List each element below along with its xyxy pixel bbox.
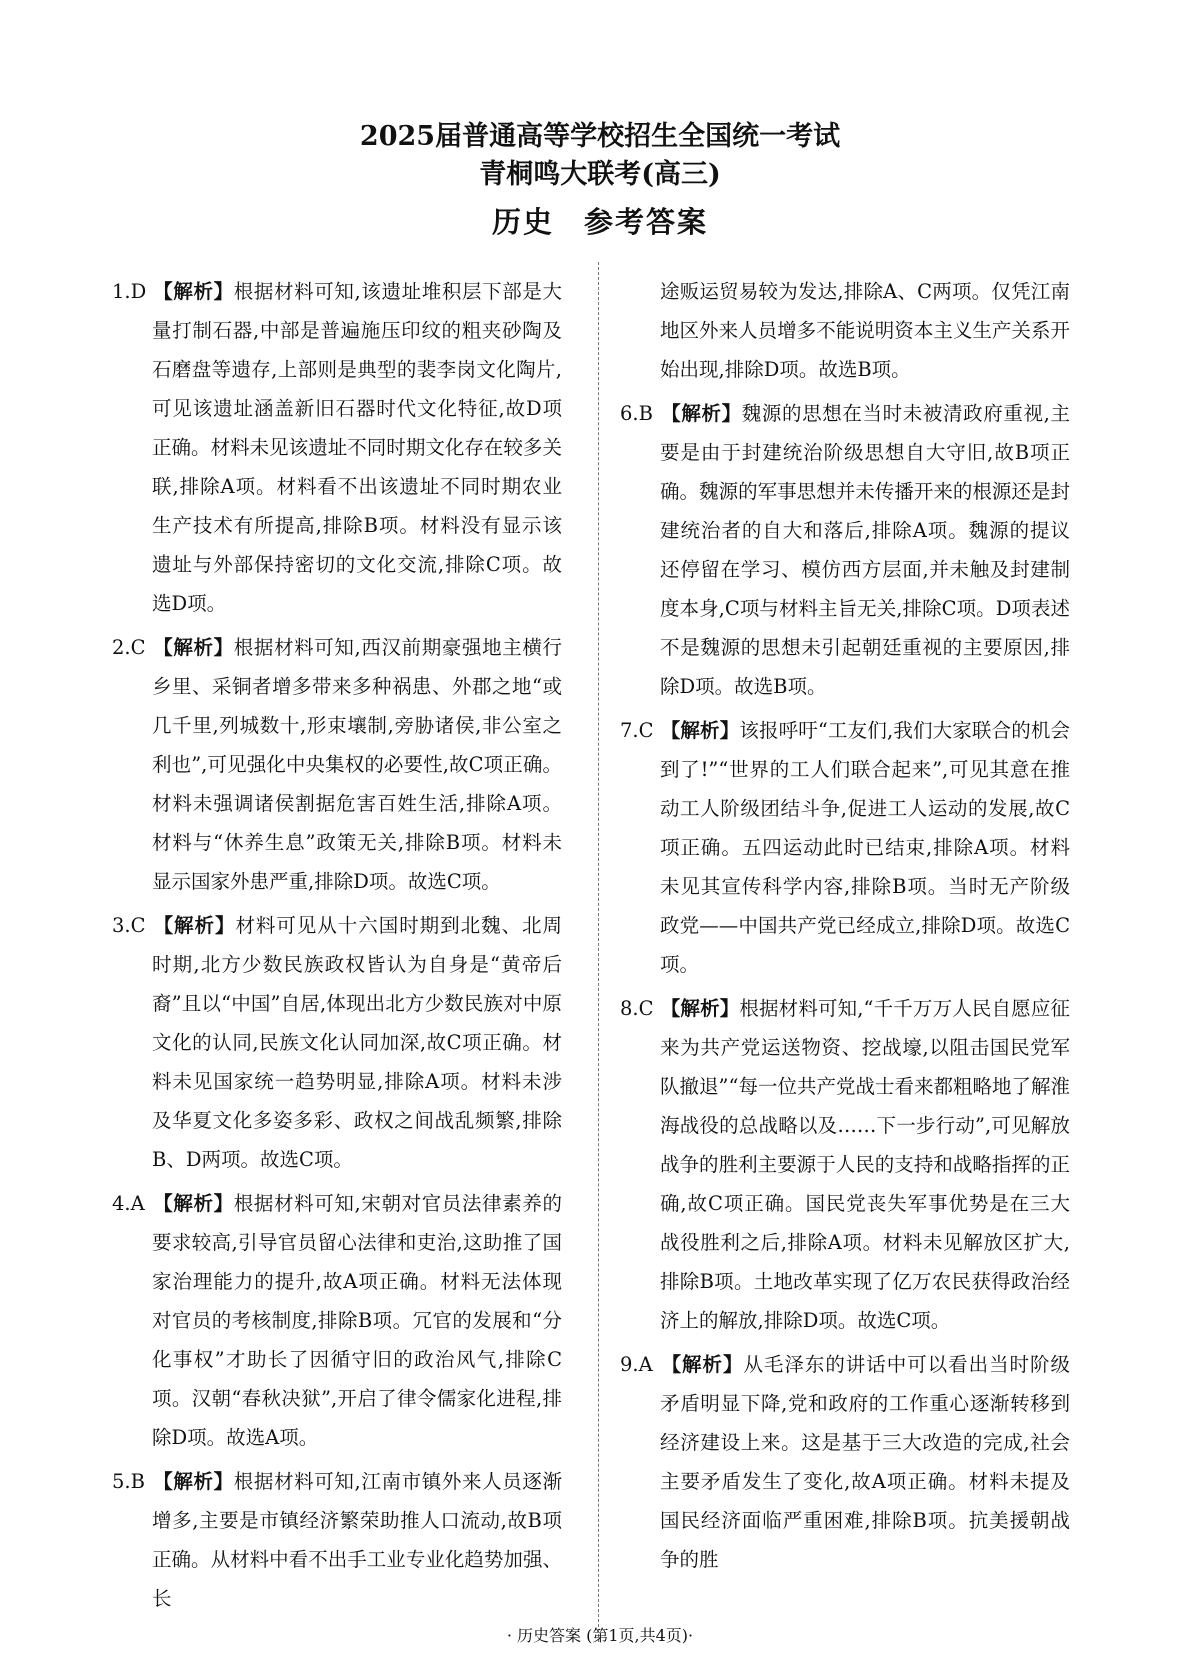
question-number: 6. <box>620 402 639 425</box>
answer-item-7 <box>620 711 1070 984</box>
analysis-tag: 【解析】 <box>152 1470 234 1493</box>
answer-item-3 <box>112 906 562 1179</box>
analysis-tag: 【解析】 <box>660 1353 744 1376</box>
answer-letter: C <box>130 636 146 659</box>
analysis-text: 从毛泽东的讲话中可以看出当时阶级矛盾明显下降,党和政府的工作重心逐渐转移到经济建设上来。这是基于三大改造的完成,社会主要矛盾发生了变化,故A项正确。材料未提及国民经济面临严重困难,排除B项。抗美援朝战争的胜 <box>660 1353 1070 1571</box>
question-number: 1. <box>112 280 131 303</box>
answer-letter: B <box>638 402 653 425</box>
question-number: 7. <box>620 719 639 742</box>
answer-item-9 <box>620 1345 1070 1579</box>
answer-letter: A <box>638 1353 653 1376</box>
analysis-text: 根据材料可知,“千千万万人民自愿应征来为共产党运送物资、挖战壕,以阻击国民党军队撤退”“每一位共产党战士看来都粗略地了解淮海战役的总战略以及……下一步行动”,可见解放战争的胜利主要源于人民的支持和战略指挥的正确,故C项正确。国民党丧失军事优势是在三大战役胜利之后,排除A项。材料未见解放区扩大,排除B项。土地改革实现了亿万农民获得政治经济上的解放,排除D项。故选C项。 <box>660 997 1070 1332</box>
page-footer: · 历史答案 (第1页,共4页)· <box>506 1626 694 1645</box>
question-number: 9. <box>620 1353 639 1376</box>
analysis-tag: 【解析】 <box>660 402 742 425</box>
doc-type: 参考答案 <box>584 205 709 239</box>
answer-item-2 <box>112 628 562 901</box>
question-number: 3. <box>112 914 131 937</box>
answer-item-4 <box>112 1184 562 1457</box>
answer-letter: C <box>130 914 146 937</box>
analysis-tag: 【解析】 <box>660 997 740 1020</box>
analysis-text: 材料可见从十六国时期到北魏、北周时期,北方少数民族政权皆认为自身是“黄帝后裔”且以“中国”自居,体现出北方少数民族对中原文化的认同,民族文化认同加深,故C项正确。材料未见国家统一趋势明显,排除A项。材料未涉及华夏文化多姿多彩、政权之间战乱频繁,排除B、D两项。故选C项。 <box>152 914 562 1171</box>
question-number: 8. <box>620 997 639 1020</box>
subject-heading <box>0 200 1200 244</box>
answer-item-8 <box>620 989 1070 1340</box>
analysis-tag: 【解析】 <box>152 914 236 937</box>
answer-item-5 <box>112 1462 562 1618</box>
answer-letter: C <box>638 719 654 742</box>
analysis-text: 根据材料可知,该遗址堆积层下部是大量打制石器,中部是普遍施压印纹的粗夹砂陶及石磨盘等遗存,上部则是典型的裴李岗文化陶片,可见该遗址涵盖新旧石器时代文化特征,故D项正确。材料未见该遗址不同时期文化存在较多关联,排除A项。材料看不出该遗址不同时期农业生产技术有所提高,排除B项。材料没有显示该遗址与外部保持密切的文化交流,排除C项。故选D项。 <box>152 280 562 615</box>
analysis-tag: 【解析】 <box>660 719 740 742</box>
document-header <box>0 118 1200 244</box>
left-column <box>112 272 562 1623</box>
analysis-text: 根据材料可知,宋朝对官员法律素养的要求较高,引导官员留心法律和吏治,这助推了国家治理能力的提升,故A项正确。材料无法体现对官员的考核制度,排除B项。冗官的发展和“分化事权”才助长了因循守旧的政治风气,排除C项。汉朝“春秋决狱”,开启了律令儒家化进程,排除D项。故选A项。 <box>152 1192 562 1449</box>
analysis-tag: 【解析】 <box>152 636 234 659</box>
answer-item-6 <box>620 394 1070 706</box>
answer-letter: D <box>130 280 147 303</box>
question-number: 4. <box>112 1192 131 1215</box>
answer-item-1 <box>112 272 562 623</box>
answer-letter: C <box>638 997 654 1020</box>
analysis-text: 魏源的思想在当时未被清政府重视,主要是由于封建统治阶级思想自大守旧,故B项正确。魏源的军事思想并未传播开来的根源还是封建统治者的自大和落后,排除A项。魏源的提议还停留在学习、模仿西方层面,并未触及封建制度本身,C项与材料主旨无关,排除C项。D项表述不是魏源的思想未引起朝廷重视的主要原因,排除D项。故选B项。 <box>660 402 1070 698</box>
analysis-text: 根据材料可知,西汉前期豪强地主横行乡里、采铜者增多带来多种祸患、外郡之地“或几千里,列城数十,形束壤制,旁胁诸侯,非公室之利也”,可见强化中央集权的必要性,故C项正确。材料未强调诸侯割据危害百姓生活,排除A项。材料与“休养生息”政策无关,排除B项。材料未显示国家外患严重,排除D项。故选C项。 <box>152 636 562 893</box>
right-column <box>620 272 1070 1584</box>
exam-title: 2025届普通高等学校招生全国统一考试 <box>359 121 841 152</box>
analysis-text: 根据材料可知,江南市镇外来人员逐渐增多,主要是市镇经济繁荣助推人口流动,故B项正确。从材料中看不出手工业专业化趋势加强、长 <box>152 1470 562 1610</box>
answer-letter: B <box>130 1470 145 1493</box>
subject-name: 历史 <box>491 205 554 239</box>
answer-item-5-continued: 途贩运贸易较为发达,排除A、C两项。仅凭江南地区外来人员增多不能说明资本主义生产关系开始出现,排除D项。故选B项。 <box>660 280 1070 381</box>
question-number: 2. <box>112 636 131 659</box>
analysis-tag: 【解析】 <box>152 280 234 303</box>
analysis-text: 该报呼吁“工友们,我们大家联合的机会到了!”“世界的工人们联合起来”,可见其意在推动工人阶级团结斗争,促进工人运动的发展,故C项正确。五四运动此时已结束,排除A项。材料未见其宣传科学内容,排除B项。当时无产阶级政党——中国共产党已经成立,排除D项。故选C项。 <box>660 719 1070 976</box>
column-divider <box>598 262 599 1642</box>
answer-letter: A <box>130 1192 145 1215</box>
analysis-tag: 【解析】 <box>152 1192 234 1215</box>
question-number: 5. <box>112 1470 131 1493</box>
exam-subtitle: 青桐鸣大联考(高三) <box>479 159 721 190</box>
